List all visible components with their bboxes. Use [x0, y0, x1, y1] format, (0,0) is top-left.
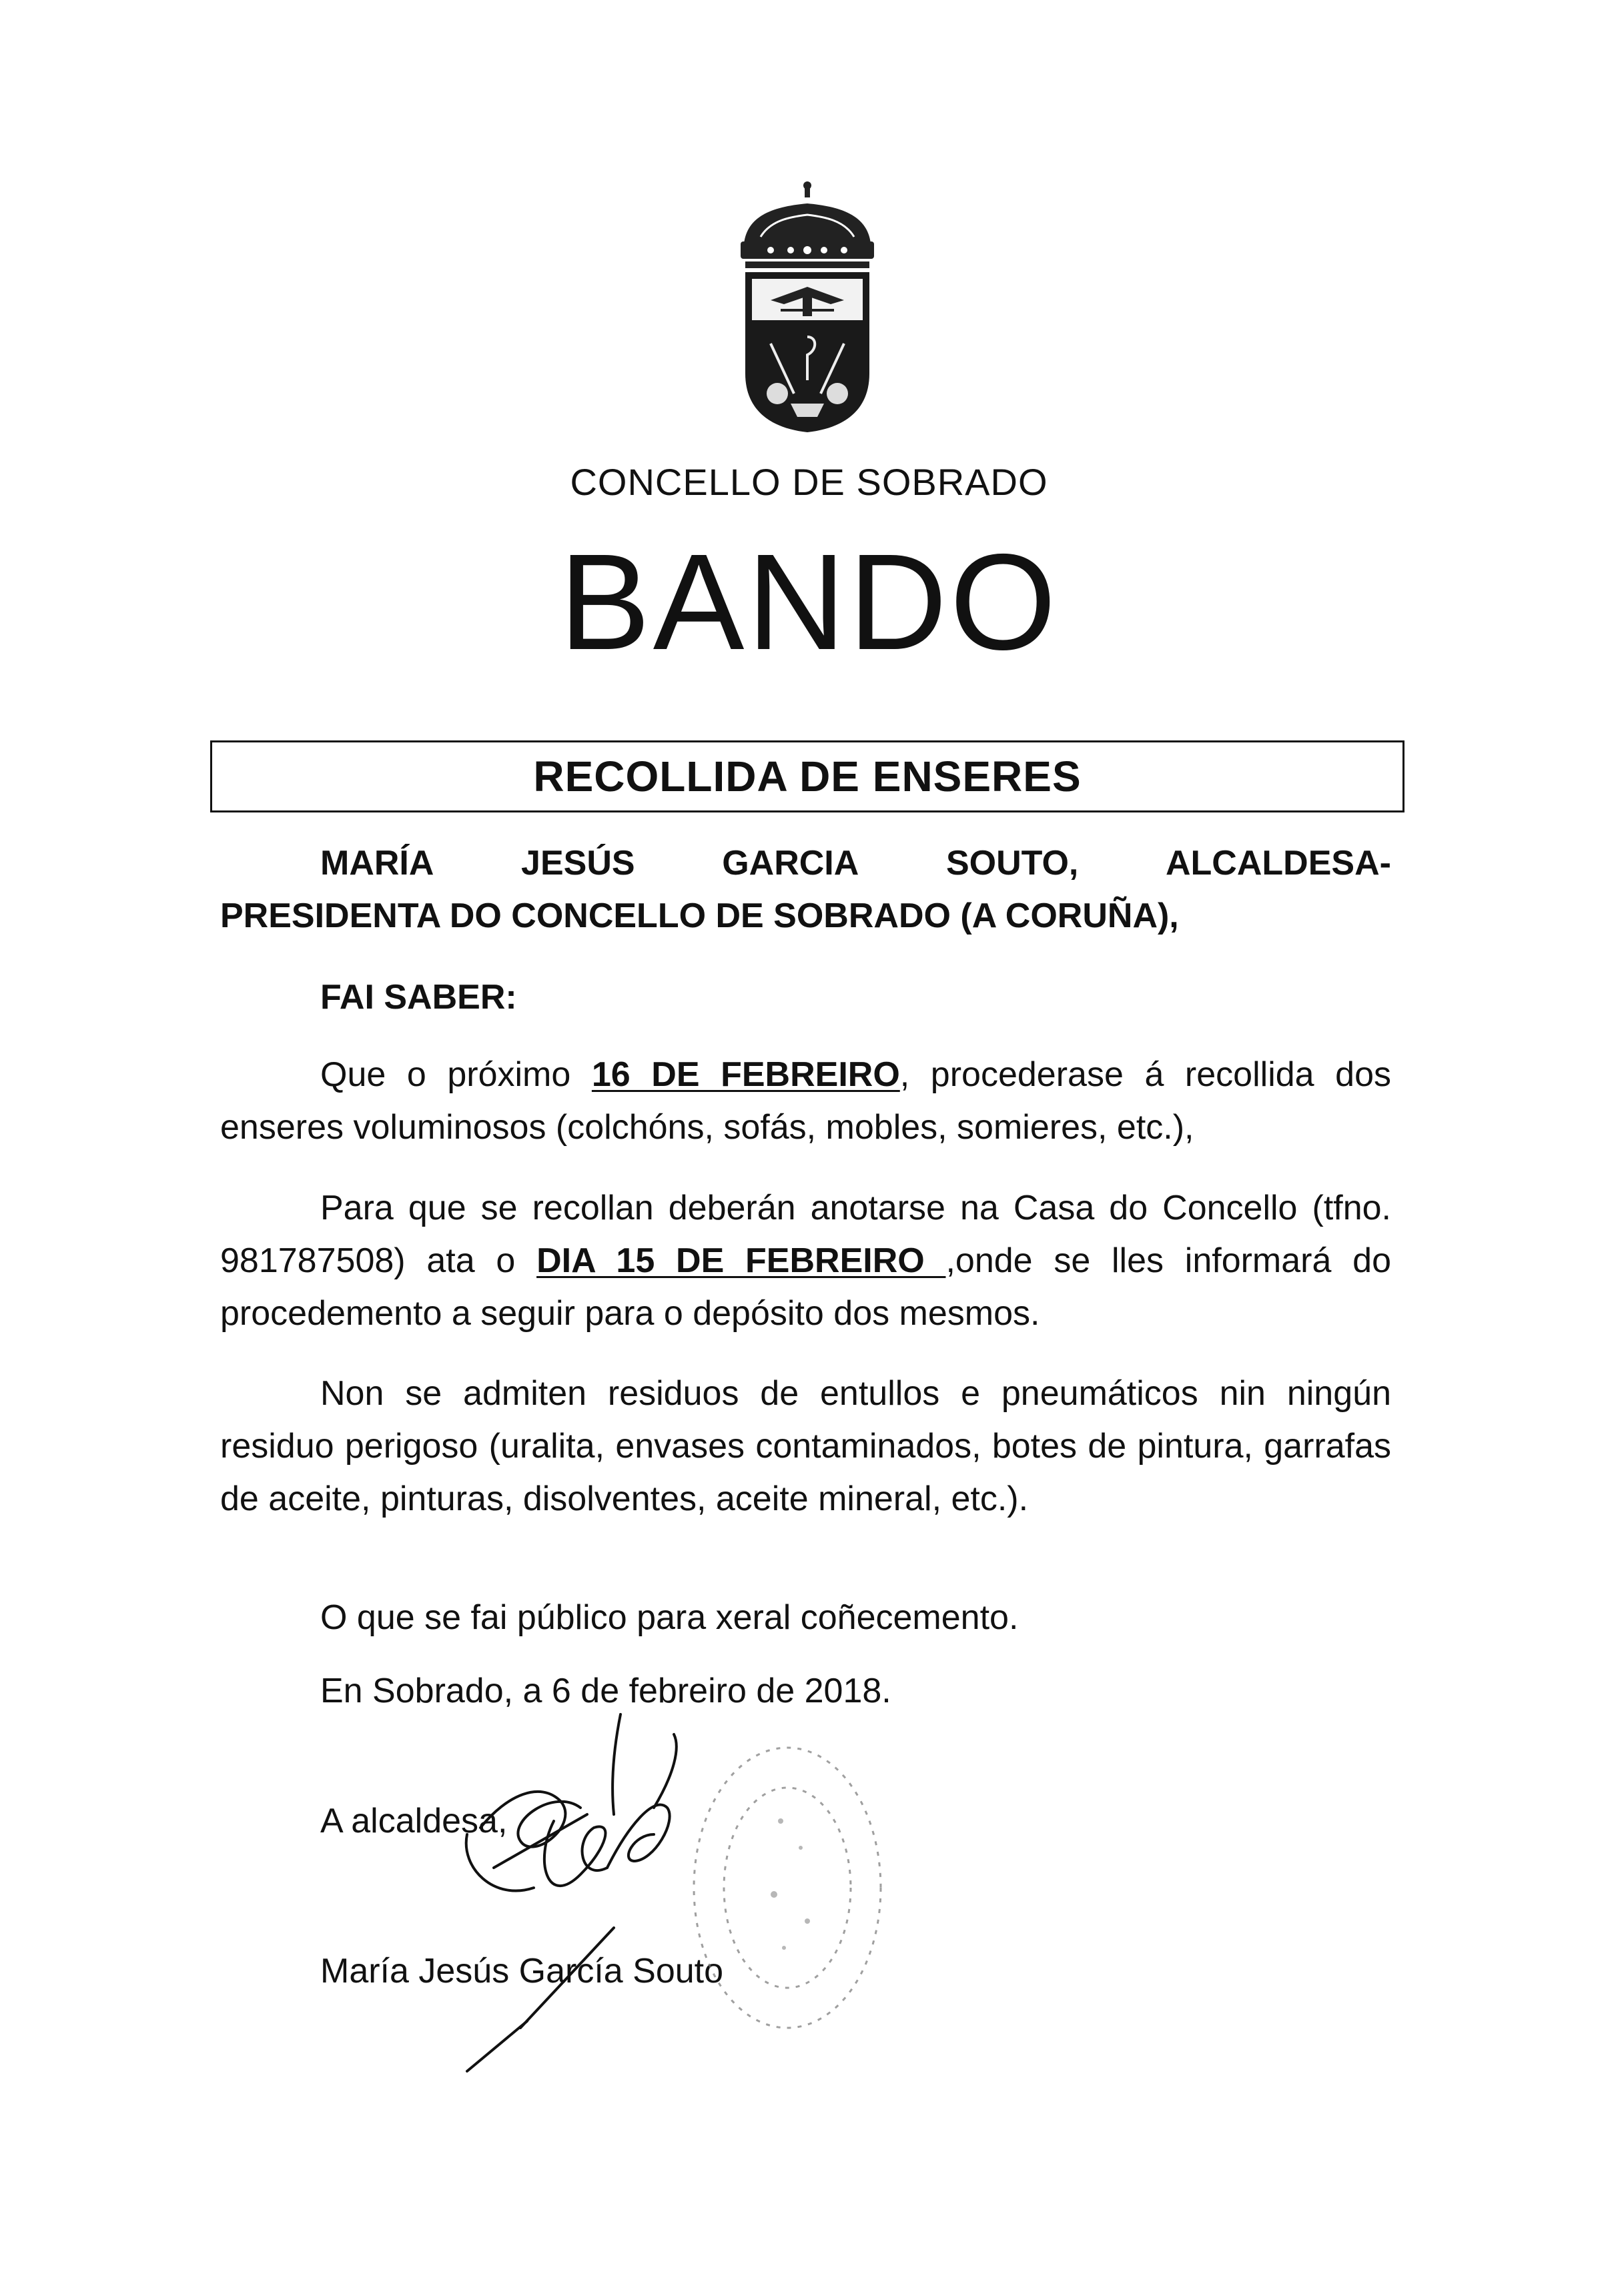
signer-role: A alcaldesa,	[320, 1802, 508, 1840]
subject-title: RECOLLIDA DE ENSERES	[533, 752, 1082, 800]
issuer-word: JESÚS	[521, 844, 635, 883]
coat-of-arms-icon	[731, 180, 884, 434]
issuer-heading-line-1	[220, 837, 1391, 890]
paragraph-text: ,onde se lles informará do procedemento a seguir para o depósito dos mesmos.	[220, 1241, 1391, 1333]
handwritten-signature-icon	[454, 1708, 734, 2081]
issuer-word: ALCALDESA-	[1165, 844, 1391, 883]
subject-box	[210, 740, 1404, 812]
place-and-date: En Sobrado, a 6 de febreiro de 2018.	[320, 1672, 891, 1710]
announcement-label: FAI SABER:	[320, 978, 517, 1017]
municipality-name: CONCELLO DE SOBRADO	[570, 461, 1048, 503]
issuer-word: MARÍA	[320, 844, 434, 883]
paragraph-text: Que o próximo	[320, 1055, 592, 1094]
paragraph-exclusions	[220, 1367, 1391, 1526]
paragraph-text: , procederase á recollida dos enseres voluminosos (colchóns, sofás, mobles, somieres, etc.),	[220, 1055, 1391, 1147]
signer-name: María Jesús García Souto	[320, 1952, 724, 1990]
closing-line: O que se fai público para xeral coñecemento.	[320, 1598, 1019, 1637]
issuer-heading-line-2: PRESIDENTA DO CONCELLO DE SOBRADO (A CORUÑA),	[220, 897, 1179, 935]
paragraph-text: Para que se recollan deberán anotarse na Casa do Concello (tfno. 981787508) ata o	[220, 1189, 1391, 1280]
paragraph-registration	[220, 1182, 1391, 1340]
paragraph-text: Non se admiten residuos de entullos e pneumáticos nin ningún residuo perigoso (uralita, envases contaminados, botes de pintura, garrafas de aceite, pinturas, disolventes, aceite mineral, etc.).	[220, 1374, 1391, 1518]
collection-date: 16 DE FEBREIRO	[591, 1055, 900, 1094]
issuer-heading	[220, 837, 1391, 943]
issuer-word: GARCIA	[722, 844, 859, 883]
paragraph-collection-date	[220, 1049, 1391, 1154]
registration-deadline: DIA 15 DE FEBREIRO	[536, 1241, 946, 1280]
issuer-word: SOUTO,	[945, 844, 1079, 883]
document-title: BANDO	[558, 526, 1059, 678]
